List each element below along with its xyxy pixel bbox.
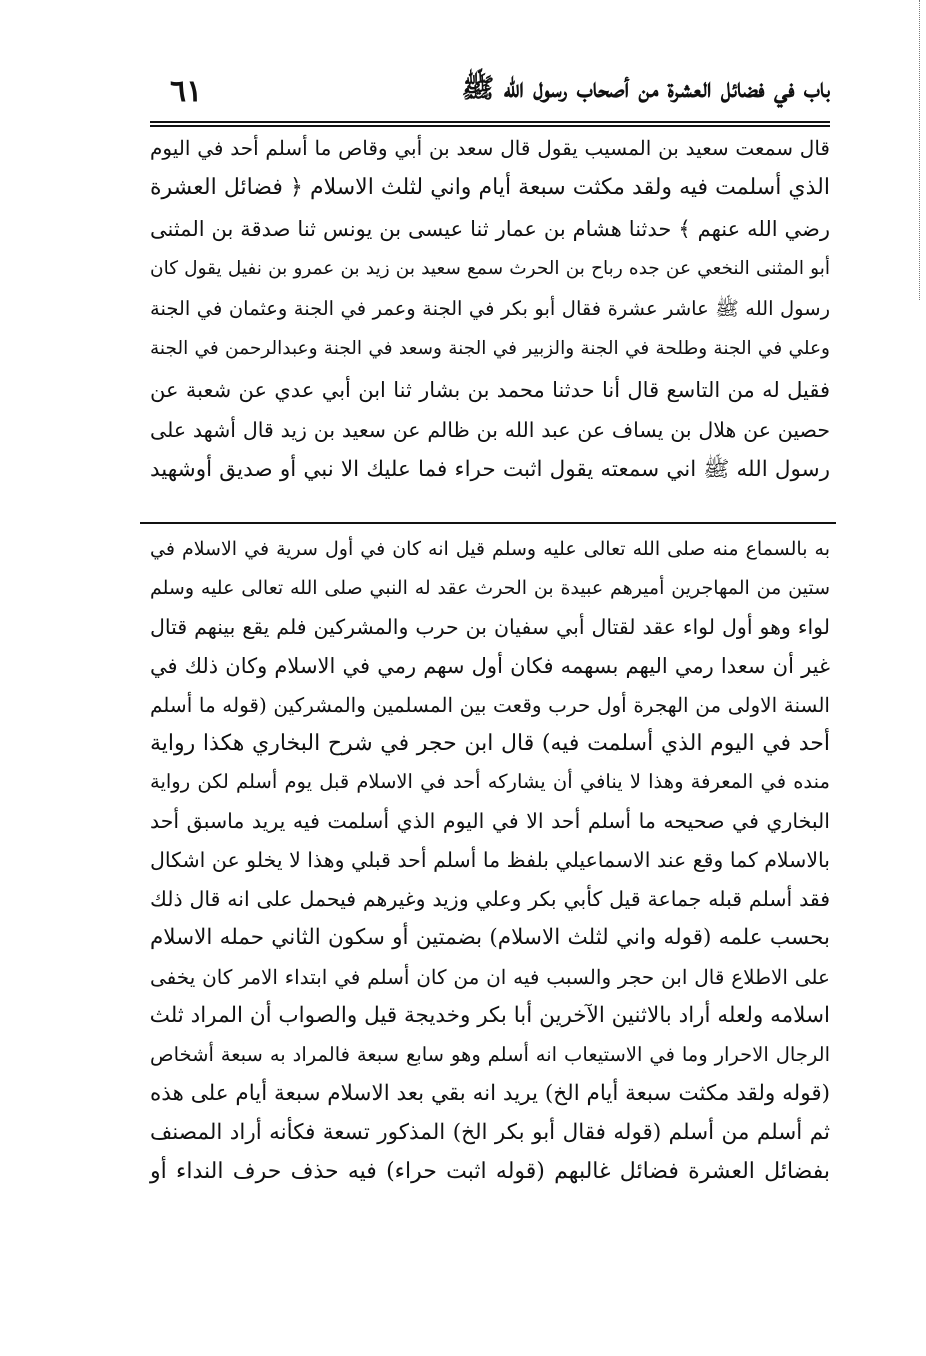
main-text-line: حصين عن هلال بن يساف عن عبد الله بن ظالم عن سعيد بن زيد قال أشهد على [150, 418, 830, 443]
commentary-line: غير أن سعدا رمي اليهم بسهمه فكان أول سهم رمي في الاسلام وكان ذلك في [150, 653, 830, 678]
commentary-line: أحد في اليوم الذي أسلمت فيه) قال ابن حجر في شرح البخاري هكذا رواية [150, 730, 830, 756]
commentary-line: بفضائل العشرة فضائل غالبهم (قوله اثبت حراء) فيه حذف حرف النداء أو [150, 1158, 830, 1184]
page-edge-marks [907, 0, 920, 300]
header-double-rule [150, 121, 830, 127]
main-text-line: رسول الله ﷺ اني سمعته يقول اثبت حراء فما عليك الا نبي أو صديق أوشهيد [150, 457, 830, 483]
commentary-line: البخاري في صحيحه ما أسلم أحد الا في اليوم الذي أسلمت فيه يريد ماسبق أحد [150, 809, 830, 834]
commentary-line: اسلامه ولعله أراد بالاثنين الآخرين أبا بكر وخديجة قيل والصواب أن المراد ثلث [149, 1002, 830, 1028]
main-hadith-text [150, 128, 830, 491]
section-divider-rule [140, 522, 836, 524]
main-text-line: رضي الله عنهم ﴾ حدثنا هشام بن عمار ثنا عيسى بن يونس ثنا صدقة بن المثنى [150, 216, 830, 241]
commentary-line: (قوله ولقد مكثت سبعة أيام الخ) يريد انه بقي بعد الاسلام سبعة أيام على هذه [149, 1080, 830, 1106]
commentary-line: الرجال الاحرار وما في الاستيعاب انه أسلم وهو سابع سبعة فالمراد به سبعة أشخاص [150, 1042, 830, 1066]
commentary-line: على الاطلاع قال ابن حجر والسبب فيه ان من كان أسلم في ابتداء الامر كان يخفى [150, 964, 830, 989]
commentary-line: بالاسلام كما وقع عند الاسماعيلي بلفظ ما أسلم أحد قبلي وهذا لا يخلو عن اشكال [150, 848, 830, 873]
commentary-text [150, 530, 830, 1191]
main-text-line: فقيل له من التاسع قال أنا حدثنا محمد بن بشار ثنا ابن أبي عدي عن شعبة عن [150, 377, 830, 402]
commentary-line: ستين من المهاجرين أميرهم عبيدة بن الحرث عقد له النبي صلى الله تعالى عليه وسلم [150, 576, 830, 599]
main-text-line: وعلي في الجنة وطلحة في الجنة والزبير في الجنة وسعد في الجنة وعبدالرحمن في الجنة [150, 338, 830, 360]
page-header [150, 66, 830, 116]
main-text-line: أبو المثنى النخعي عن جده رباح بن الحرث سمع سعيد بن زيد بن عمرو بن نفيل يقول كان [150, 257, 830, 279]
commentary-line: فقد أسلم قبله جماعة قيل كأبي بكر وعلي وزيد وغيرهم فيحمل على انه قال ذلك [150, 887, 830, 912]
commentary-line: السنة الاولى من الهجرة أول حرب وقعت بين المسلمين والمشركين (قوله ما أسلم [150, 692, 830, 717]
commentary-line: ثم أسلم من أسلم (قوله فقال أبو بكر الخ) المذكور تسعة فكأنه أراد المصنف [150, 1119, 830, 1145]
commentary-line: لواء وهو أول لواء عقد لقتال أبي سفيان بن حرب والمشركين فلم يقع بينهم قتال [150, 614, 830, 639]
page-number: ٦١ [170, 73, 203, 109]
chapter-title: باب في فضائل العشرة من أصحاب رسول الله ﷺ [461, 73, 830, 104]
commentary-line: بحسب علمه (قوله واني لثلث الاسلام) بضمتين أو سكون الثاني حمله الاسلام [150, 925, 830, 951]
commentary-line: به بالسماع منه صلى الله تعالى عليه وسلم قيل انه كان في أول سرية في الاسلام في [150, 538, 830, 560]
main-text-line: قال سمعت سعيد بن المسيب يقول قال سعد بن أبي وقاص ما أسلم أحد في اليوم [150, 136, 830, 160]
main-text-line: الذي أسلمت فيه ولقد مكثت سبعة أيام واني لثلث الاسلام ﴿ فضائل العشرة [150, 175, 830, 201]
commentary-line: منده في المعرفة وهذا لا ينافي أن يشاركه أحد في الاسلام قبل يوم أسلم لكن رواية [150, 770, 830, 794]
main-text-line: رسول الله ﷺ عاشر عشرة فقال أبو بكر في الجنة وعمر في الجنة وعثمان في الجنة [150, 297, 830, 321]
